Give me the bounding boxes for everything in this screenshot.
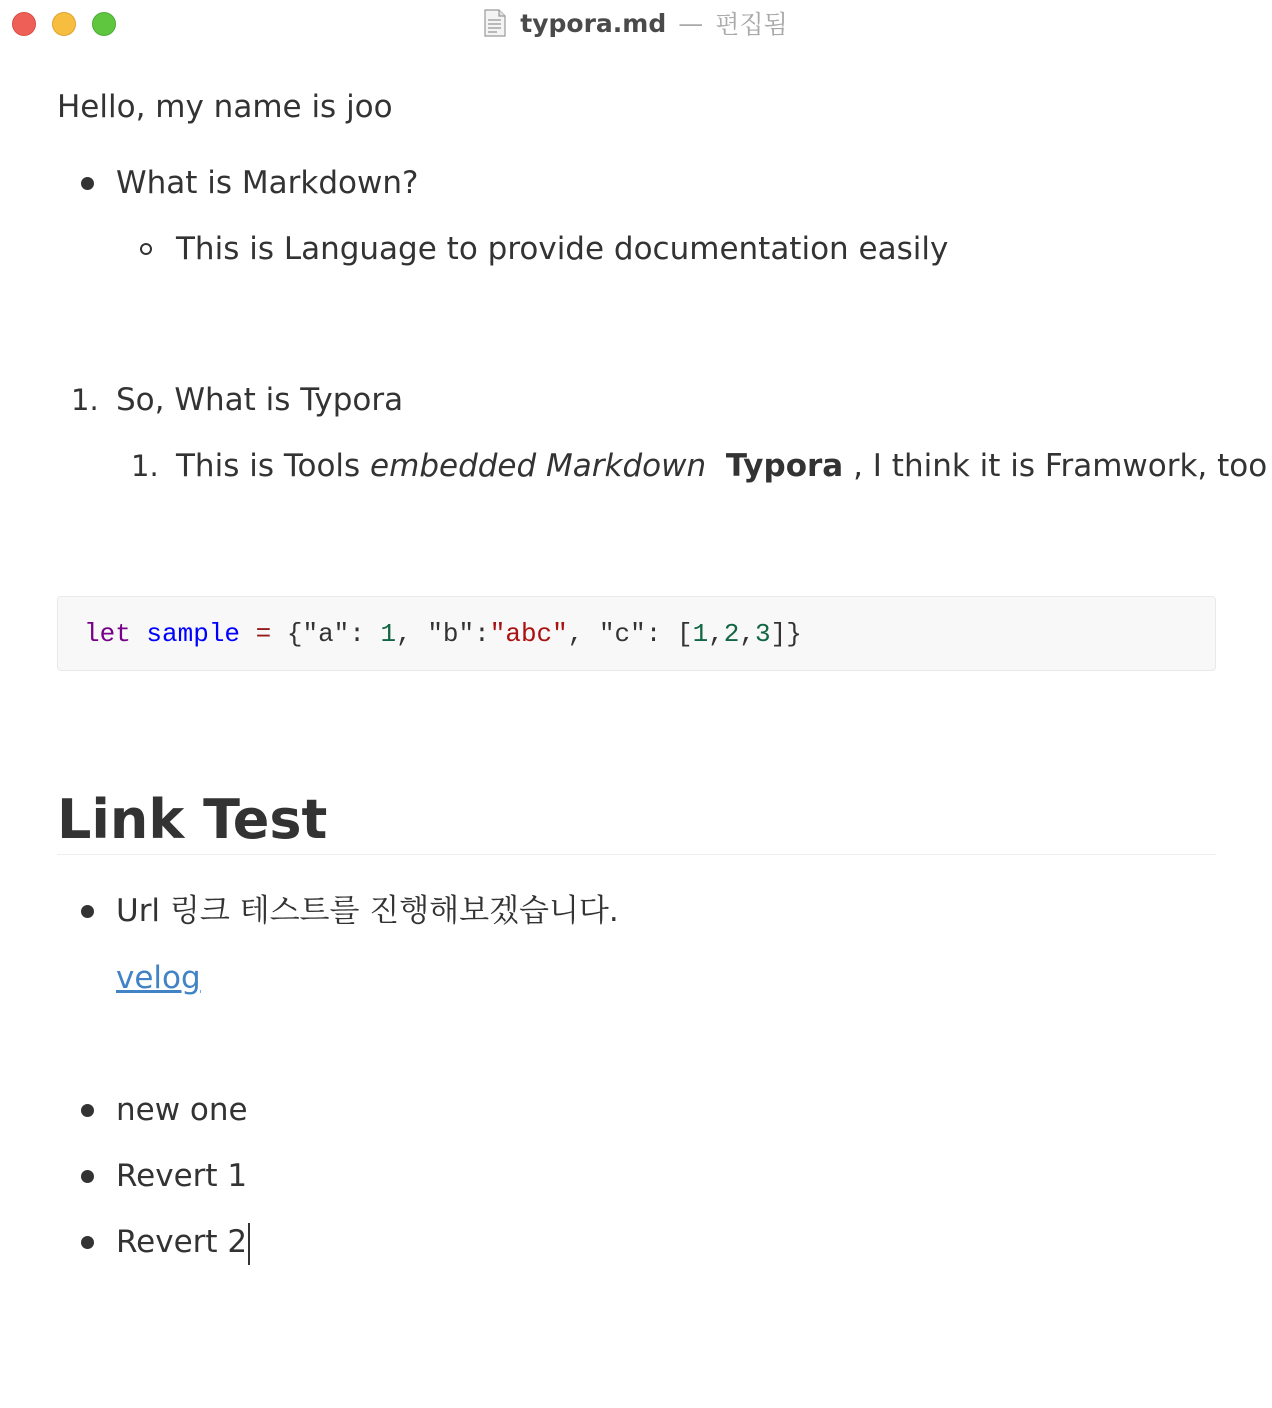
code-block[interactable] xyxy=(57,596,1216,671)
code-number: 1 xyxy=(380,619,397,649)
list-item-text: Revert 2 xyxy=(116,1224,248,1260)
intro-paragraph[interactable]: Hello, my name is joo xyxy=(57,89,393,125)
sub-list-item[interactable]: This is Language to provide documentation easily xyxy=(176,231,949,267)
title-separator: — xyxy=(678,8,704,38)
code-string: "abc" xyxy=(489,619,568,649)
code-number: 1 xyxy=(692,619,709,649)
bullet-marker xyxy=(81,177,94,190)
list-item[interactable]: Revert 1 xyxy=(116,1158,248,1194)
list-item[interactable]: new one xyxy=(116,1092,248,1128)
plain-text-suffix: , I think it is Framwork, too xyxy=(853,448,1268,484)
sub-list-number: 1. xyxy=(131,449,159,483)
file-name: typora.md xyxy=(520,8,667,38)
code-punct: ]} xyxy=(770,619,802,649)
code-keyword: let xyxy=(84,619,131,649)
ordered-list-item[interactable]: So, What is Typora xyxy=(116,382,404,418)
bullet-marker xyxy=(81,1170,94,1183)
list-item[interactable]: Url 링크 테스트를 진행해보겠습니다. xyxy=(116,893,619,929)
bullet-marker xyxy=(81,1236,94,1249)
window-title xyxy=(0,8,1272,38)
sub-bullet-marker xyxy=(140,243,152,255)
document-icon xyxy=(484,9,506,37)
bullet-marker xyxy=(81,905,94,918)
code-number: 3 xyxy=(755,619,771,649)
plain-text: This is Tools xyxy=(176,448,371,484)
strong-text: Typora xyxy=(725,448,844,484)
title-bar xyxy=(0,0,1272,46)
code-punct: , "b": xyxy=(396,619,490,649)
code-punct: {"a": xyxy=(286,619,381,649)
code-punct: , xyxy=(739,619,756,649)
code-punct: , "c": [ xyxy=(567,619,693,649)
emphasis-text: embedded Markdown xyxy=(370,448,707,484)
sub-ordered-list-item[interactable] xyxy=(176,446,1267,486)
velog-link[interactable]: velog xyxy=(116,960,201,996)
code-operator: = xyxy=(255,619,272,649)
bullet-marker xyxy=(81,1104,94,1117)
code-variable: sample xyxy=(146,619,241,649)
text-cursor xyxy=(248,1223,250,1265)
list-number: 1. xyxy=(71,383,99,417)
code-number: 2 xyxy=(723,619,740,649)
list-item[interactable] xyxy=(116,1222,250,1265)
edit-status: 편집됨 xyxy=(715,10,788,39)
list-item[interactable]: What is Markdown? xyxy=(116,165,419,201)
code-punct: , xyxy=(708,619,724,649)
heading-link-test[interactable]: Link Test xyxy=(57,786,1216,855)
